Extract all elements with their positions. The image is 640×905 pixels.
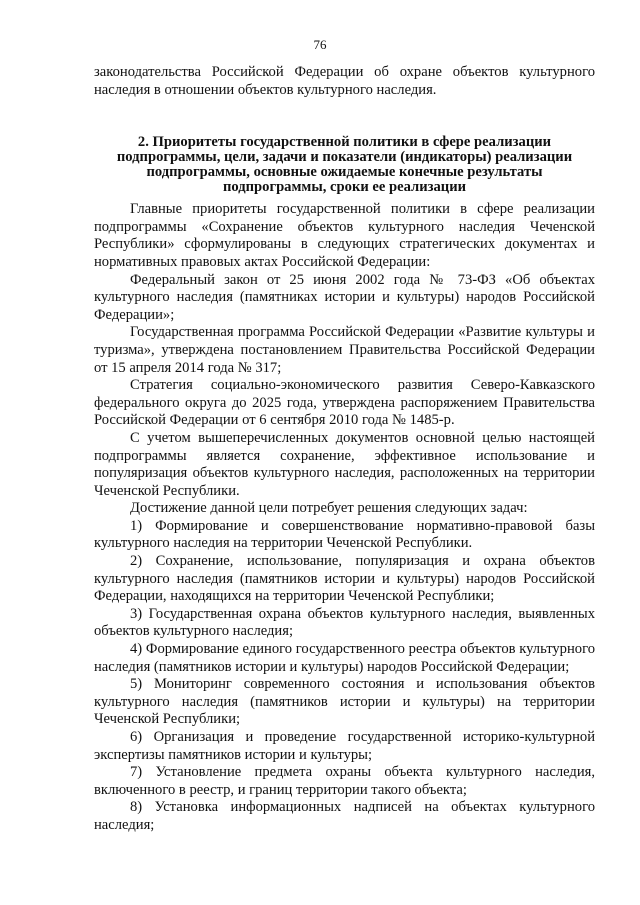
task-item-3: 3) Государственная охрана объектов культурного наследия, выявленных объектов культурного наследия; [94,605,595,640]
document-body [94,64,595,835]
task-item-4: 4) Формирование единого государственного реестра объектов культурного наследия (памятников истории и культуры) народов Российской Федерации; [94,641,595,675]
task-item-7: 7) Установление предмета охраны объекта культурного наследия, включенного в реестр, и границ территории такого объекта; [94,764,595,798]
paragraph-state-program: Государственная программа Российской Федерации «Развитие культуры и туризма», утверждена постановлением Правительства Российской Федерации от 15 апреля 2014 года № 317; [94,324,595,376]
task-item-1: 1) Формирование и совершенствование нормативно-правовой базы культурного наследия на территории Чеченской Республики. [94,517,595,552]
page-number: 76 [313,37,327,52]
continuation-paragraph: законодательства Российской Федерации об охране объектов культурного наследия в отношении объектов культурного наследия. [94,64,595,98]
paragraph-main-goal: С учетом вышеперечисленных документов основной целью настоящей подпрограммы является сохранение, эффективное использование и популяризация объектов культурного наследия, расположенных на территории Чеченской Республики. [94,429,595,499]
paragraph-priorities: Главные приоритеты государственной политики в сфере реализации подпрограммы «Сохранение объектов культурного наследия Чеченской Республики» сформулированы в следующих стратегических документах и нормативных правовых актах Российской Федерации: [94,201,595,270]
section-heading: 2. Приоритеты государственной политики в сфере реализации подпрограммы, цели, задачи и показатели (индикаторы) реализации подпрограммы, основные ожидаемые конечные результаты подпрограммы, сроки ее реализации [116,134,573,196]
paragraph-strategy: Стратегия социально-экономического развития Северо-Кавказского федерального округа до 2025 года, утверждена распоряжением Правительства Российской Федерации от 6 сентября 2010 года № 1485-р. [94,377,595,429]
paragraph-tasks-intro: Достижение данной цели потребует решения следующих задач: [130,500,528,517]
task-item-8: 8) Установка информационных надписей на объектах культурного наследия; [94,799,595,833]
task-item-5: 5) Мониторинг современного состояния и использования объектов культурного наследия (памятников истории и культуры) на территории Чеченской Республики; [94,676,595,728]
paragraph-federal-law: Федеральный закон от 25 июня 2002 года № 73-ФЗ «Об объектах культурного наследия (памятниках истории и культуры) народов Российской Федерации»; [94,271,595,323]
task-item-2: 2) Сохранение, использование, популяризация и охрана объектов культурного наследия (памятников истории и культуры) народов Российской Федерации, находящихся на территории Чеченской Республики; [94,553,595,605]
task-item-6: 6) Организация и проведение государственной историко-культурной экспертизы памятников истории и культуры; [94,729,595,763]
